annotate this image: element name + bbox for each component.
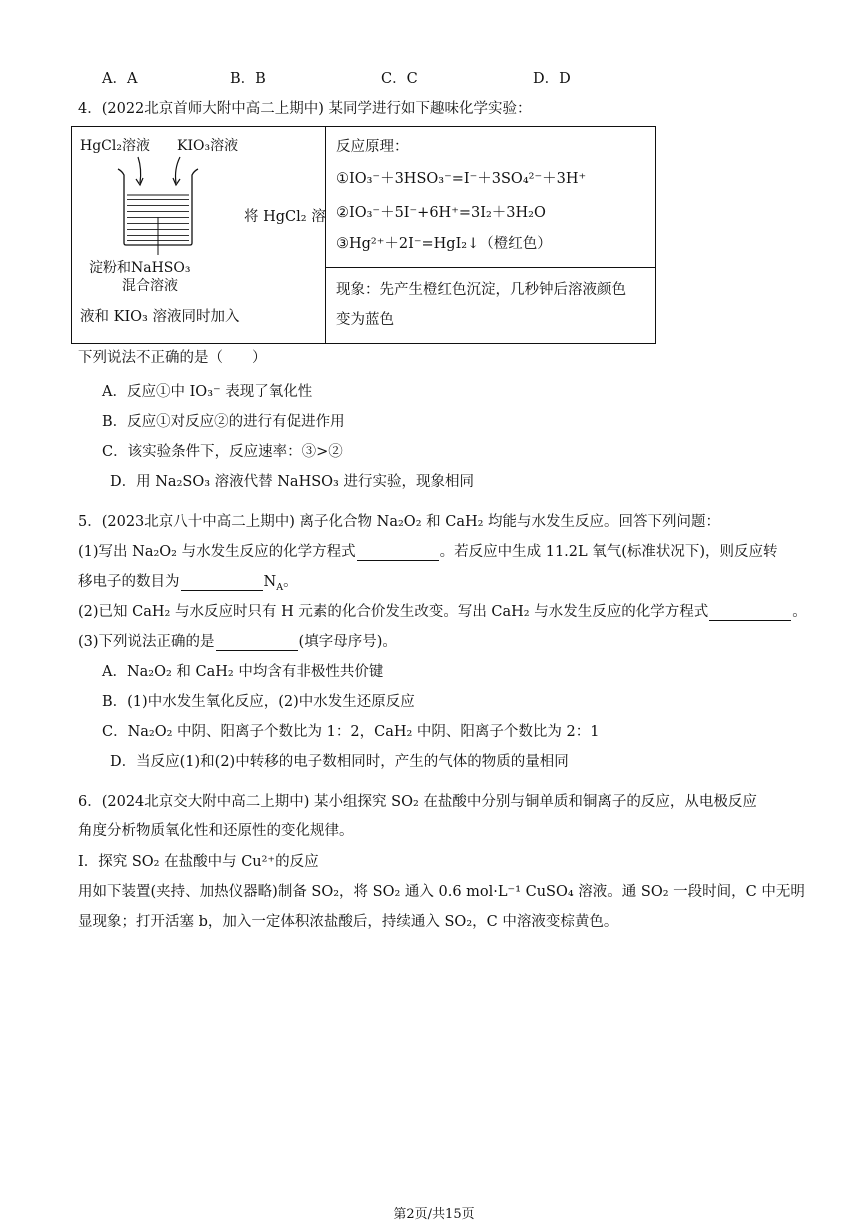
prev-option-b: B．B — [230, 71, 266, 87]
experiment-figure-cell — [72, 127, 326, 343]
q6-header-line1: 6．(2024北京交大附中高二上期中) 某小组探究 SO₂ 在盐酸中分别与铜单质和铜离子的反应，从电极反应 — [78, 794, 757, 810]
prev-option-a: A．A — [102, 71, 138, 87]
q5-header: 5．(2023北京八十中高二上期中) 离子化合物 Na₂O₂ 和 CaH₂ 均能与水发生反应。回答下列问题： — [78, 514, 721, 530]
q5-option-b: B．(1)中水发生氧化反应，(2)中水发生还原反应 — [102, 694, 415, 710]
q5-part2-line — [78, 600, 807, 621]
q6-subtitle: I．探究 SO₂ 在盐酸中与 Cu²⁺的反应 — [78, 854, 319, 870]
q5-part1-text-d-sub: A — [276, 581, 284, 593]
q5-part1-text-e: 。 — [283, 574, 298, 590]
experiment-table — [71, 126, 656, 344]
q5-blank-1[interactable] — [357, 546, 439, 561]
reaction-principle-cell — [326, 127, 655, 268]
q5-option-d: D．当反应(1)和(2)中转移的电子数相同时，产生的气体的物质的量相同 — [110, 754, 569, 770]
q5-part1-text-b: 。若反应中生成 11.2L 氧气(标准状况下)，则反应转 — [439, 544, 778, 560]
q4-option-b: B．反应①对反应②的进行有促进作用 — [102, 414, 345, 430]
beaker-diagram — [108, 155, 208, 255]
reaction-2: ②IO₃⁻＋5I⁻+6H⁺=3I₂＋3H₂O — [336, 205, 546, 221]
prev-option-d: D．D — [533, 71, 571, 87]
q6-body-line1: 用如下装置(夹持、加热仪器略)制备 SO₂，将 SO₂ 通入 0.6 mol·L⁻¹ CuSO₄ 溶液。通 SO₂ 一段时间，C 中无明 — [78, 884, 805, 900]
phenomenon-line-2: 变为蓝色 — [336, 312, 394, 328]
q5-part3-line — [78, 630, 397, 651]
q5-part1-text-d: N — [263, 574, 277, 590]
principle-title: 反应原理： — [336, 139, 409, 155]
q5-part1-text-a: (1)写出 Na₂O₂ 与水发生反应的化学方程式 — [78, 544, 356, 560]
prev-option-c: C．C — [381, 71, 418, 87]
q5-part1-line1 — [78, 540, 778, 561]
q5-blank-4[interactable] — [216, 636, 298, 651]
q5-option-a: A．Na₂O₂ 和 CaH₂ 中均含有非极性共价键 — [102, 664, 384, 680]
q4-question: 下列说法不正确的是（ ） — [78, 350, 267, 366]
phenomenon-line-1: 现象：先产生橙红色沉淀，几秒钟后溶液颜色 — [336, 282, 626, 298]
q4-option-a: A．反应①中 IO₃⁻ 表现了氧化性 — [102, 384, 313, 400]
q4-option-d: D．用 Na₂SO₃ 溶液代替 NaHSO₃ 进行实验，现象相同 — [110, 474, 474, 490]
q4-header: 4．(2022北京首师大附中高二上期中) 某同学进行如下趣味化学实验： — [78, 101, 532, 117]
q5-blank-2[interactable] — [181, 576, 263, 591]
q6-body-line2: 显现象；打开活塞 b，加入一定体积浓盐酸后，持续通入 SO₂，C 中溶液变棕黄色。 — [78, 914, 619, 930]
q5-part3-text-b: (填字母序号)。 — [298, 634, 397, 650]
q5-part3-text-a: (3)下列说法正确的是 — [78, 634, 215, 650]
reaction-3: ③Hg²⁺＋2I⁻=HgI₂↓（橙红色） — [336, 236, 552, 252]
page-number: 第2页/共15页 — [393, 1207, 475, 1222]
q5-blank-3[interactable] — [709, 606, 791, 621]
kio3-label: KIO₃溶液 — [177, 138, 239, 154]
q5-part2-text-b: 。 — [792, 604, 807, 620]
reaction-1: ①IO₃⁻＋3HSO₃⁻=I⁻＋3SO₄²⁻＋3H⁺ — [336, 171, 587, 187]
q5-part1-text-c: 移电子的数目为 — [78, 574, 180, 590]
q5-part2-text-a: (2)已知 CaH₂ 与水反应时只有 H 元素的化合价发生改变。写出 CaH₂ 与水发生反应的化学方程式 — [78, 604, 709, 620]
mix-label-1: 淀粉和NaHSO₃ — [89, 260, 191, 276]
procedure-text-2: 液和 KIO₃ 溶液同时加入 — [80, 309, 240, 325]
procedure-text-1: 将 HgCl₂ 溶 — [244, 209, 326, 225]
mix-label-2: 混合溶液 — [122, 278, 178, 294]
phenomenon-cell — [326, 268, 655, 343]
q5-option-c: C．Na₂O₂ 中阴、阳离子个数比为 1：2，CaH₂ 中阴、阳离子个数比为 2：1 — [102, 724, 600, 740]
q5-part1-line2 — [78, 570, 298, 591]
hgcl2-label: HgCl₂溶液 — [80, 138, 150, 154]
q6-header-line2: 角度分析物质氧化性和还原性的变化规律。 — [78, 823, 354, 839]
q4-option-c: C．该实验条件下，反应速率：③>② — [102, 444, 343, 460]
